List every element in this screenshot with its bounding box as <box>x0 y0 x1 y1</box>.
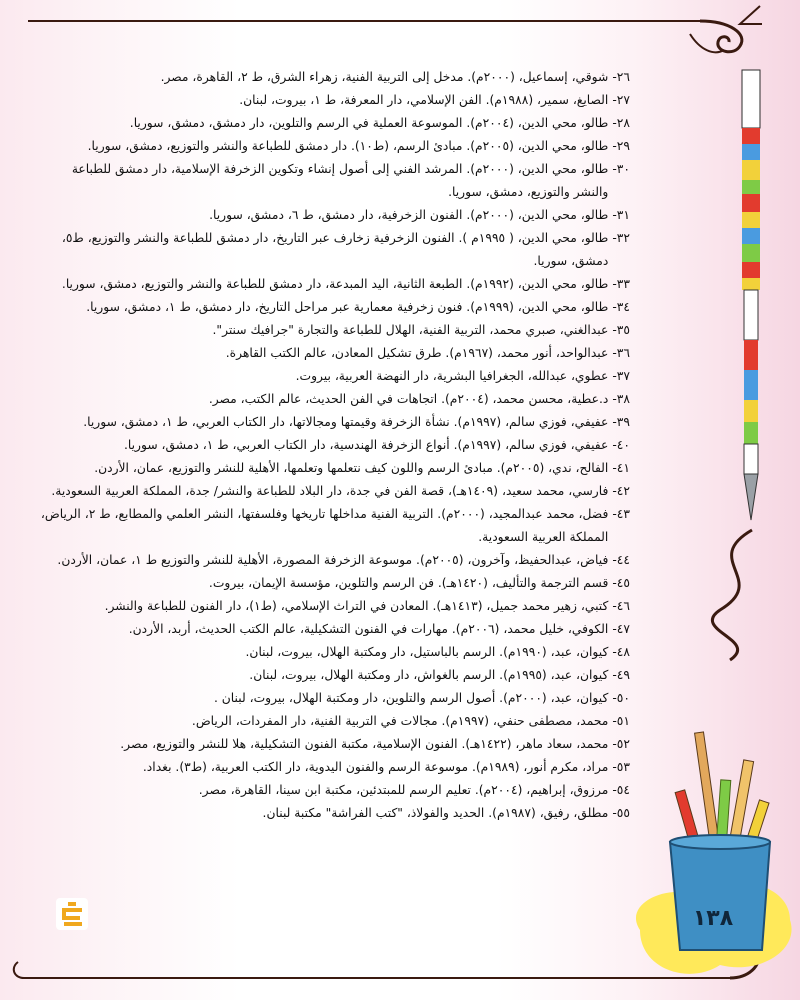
reference-item <box>40 710 630 733</box>
reference-text: محمد، مصطفى حنفي، (١٩٩٧م). مجالات في التربية الفنية، دار المفردات، الرياض. <box>191 714 609 728</box>
reference-text: د.عطية، محسن محمد، (٢٠٠٤م). اتجاهات في الفن الحديث، عالم الكتب، مصر. <box>208 392 609 406</box>
reference-text: الصايغ، سمير، (١٩٨٨م). الفن الإسلامي، دار المعرفة، ط ١، بيروت، لبنان. <box>239 93 609 107</box>
reference-number: ٤٥- <box>612 576 630 590</box>
reference-number: ٤٨- <box>612 645 630 659</box>
squiggle-ornament <box>712 530 752 660</box>
reference-number: ٢٦- <box>612 70 630 84</box>
reference-text: طالو، محي الدين، (١٩٩٢م). الطبعة الثانية، اليد المبدعة، دار دمشق للطباعة والنشر والتوزيع، دمشق، سوريا. <box>61 277 609 291</box>
reference-item <box>40 503 630 549</box>
reference-text: مراد، مكرم أنور، (١٩٨٩م). موسوعة الرسم والفنون اليدوية، دار الكتب العربية، (ط٣). بغداد. <box>142 760 609 774</box>
reference-number: ٣٧- <box>612 369 630 383</box>
reference-item <box>40 388 630 411</box>
reference-text: طالو، محي الدين، (١٩٩٩م). فنون زخرفية معمارية عبر مراحل التاريخ، دار دمشق، ط ١، دمشق، سوريا. <box>86 300 609 314</box>
reference-number: ٥٢- <box>612 737 630 751</box>
reference-number: ٥٠- <box>612 691 630 705</box>
reference-number: ٣٠- <box>612 162 630 176</box>
reference-number: ٣١- <box>612 208 630 222</box>
reference-number: ٥٣- <box>612 760 630 774</box>
reference-number: ٤٤- <box>612 553 630 567</box>
reference-item <box>40 273 630 296</box>
reference-list <box>40 66 630 825</box>
reference-text: عطوي، عبدالله، الجغرافيا البشرية، دار النهضة العربية، بيروت. <box>295 369 609 383</box>
reference-item <box>40 204 630 227</box>
reference-text: فياض، عبدالحفيظ، وآخرون، (٢٠٠٥م). موسوعة الزخرفة المصورة، الأهلية للنشر والتوزيع ط ١، عمان، الأردن. <box>57 553 609 567</box>
page-number: ١٣٨ <box>692 906 734 931</box>
reference-item <box>40 733 630 756</box>
reference-item <box>40 66 630 89</box>
reference-text: فارسي، محمد سعيد، (١٤٠٩هـ)، قصة الفن في جدة، دار البلاد للطباعة والنشر/ جدة، المملكة العربية السعودية. <box>51 484 609 498</box>
reference-number: ٣٢- <box>612 231 630 245</box>
reference-text: طالو، محي الدين، (٢٠٠٠م). المرشد الفني إلى أصول إنشاء وتكوين الزخرفة الإسلامية، دار دمشق للطباعة والنشر والتوزيع، دمشق، سوريا. <box>71 162 609 199</box>
reference-number: ٣٦- <box>612 346 630 360</box>
reference-item <box>40 112 630 135</box>
reference-item <box>40 595 630 618</box>
reference-item <box>40 618 630 641</box>
reference-number: ٤٦- <box>612 599 630 613</box>
reference-number: ٤٠- <box>612 438 630 452</box>
reference-item <box>40 457 630 480</box>
reference-item <box>40 802 630 825</box>
reference-text: عفيفي، فوزي سالم، (١٩٩٧م). نشأة الزخرفة وقيمتها ومجالاتها، دار الكتاب العربي، ط ١، دمشق، سوريا. <box>83 415 609 429</box>
reference-text: عبدالغني، صبري محمد، التربية الفنية، الهلال للطباعة والتجارة "جرافيك سنتر". <box>212 323 609 337</box>
pen-icon <box>742 70 760 520</box>
reference-number: ٤٧- <box>612 622 630 636</box>
reference-text: كيوان، عبد، (١٩٩٠م). الرسم بالباستيل، دار ومكتبة الهلال، بيروت، لبنان. <box>245 645 609 659</box>
reference-text: عبدالواحد، أنور محمد، (١٩٦٧م). طرق تشكيل المعادن، عالم الكتب القاهرة. <box>225 346 609 360</box>
logo-icon <box>54 896 90 932</box>
reference-number: ٥٥- <box>612 806 630 820</box>
reference-item <box>40 549 630 572</box>
reference-item <box>40 227 630 273</box>
reference-item <box>40 572 630 595</box>
reference-number: ٥١- <box>612 714 630 728</box>
reference-number: ٣٩- <box>612 415 630 429</box>
reference-text: قسم الترجمة والتأليف، (١٤٢٠هـ). فن الرسم والتلوين، مؤسسة الإيمان، بيروت. <box>208 576 609 590</box>
reference-text: محمد، سعاد ماهر، (١٤٢٢هـ). الفنون الإسلامية، مكتبة الفنون التشكيلية، هلا للنشر والتوزيع، مصر. <box>120 737 609 751</box>
reference-item <box>40 480 630 503</box>
reference-text: كيوان، عبد، (٢٠٠٠م). أصول الرسم والتلوين، دار ومكتبة الهلال، بيروت، لبنان . <box>213 691 609 705</box>
reference-number: ٢٧- <box>612 93 630 107</box>
reference-number: ٥٤- <box>612 783 630 797</box>
reference-item <box>40 687 630 710</box>
reference-number: ٣٤- <box>612 300 630 314</box>
reference-text: الفالح، ندي، (٢٠٠٥م). مبادئ الرسم واللون كيف نتعلمها وتعلمها، الأهلية للنشر والتوزيع، عمان، الأردن. <box>94 461 609 475</box>
reference-item <box>40 89 630 112</box>
reference-item <box>40 779 630 802</box>
reference-text: طالو، محي الدين، ( ١٩٩٥م ). الفنون الزخرفية زخارف عبر التاريخ، دار دمشق للطباعة والنشر والتوزيع، ط٥، دمشق، سوريا. <box>61 231 609 268</box>
reference-number: ٤١- <box>612 461 630 475</box>
reference-number: ٢٩- <box>612 139 630 153</box>
reference-item <box>40 756 630 779</box>
reference-text: طالو، محي الدين، (٢٠٠٤م). الموسوعة العملية في الرسم والتلوين، دار دمشق، دمشق، سوريا. <box>129 116 609 130</box>
reference-number: ٣٣- <box>612 277 630 291</box>
reference-number: ٣٥- <box>612 323 630 337</box>
reference-text: مطلق، رفيق، (١٩٨٧م). الحديد والفولاذ، "كتب الفراشة" مكتبة لبنان. <box>262 806 609 820</box>
reference-number: ٤٩- <box>612 668 630 682</box>
reference-item <box>40 296 630 319</box>
reference-text: الكوفي، خليل محمد، (٢٠٠٦م). مهارات في الفنون التشكيلية، عالم الكتب الحديث، أربد، الأردن. <box>128 622 609 636</box>
reference-number: ٣٨- <box>612 392 630 406</box>
reference-text: كتبي، زهير محمد جميل، (١٤١٣هـ). المعادن في التراث الإسلامي، (ط١)، دار الفنون للطباعة والنشر. <box>104 599 609 613</box>
reference-item <box>40 342 630 365</box>
top-frame-ornament <box>28 6 762 52</box>
reference-number: ٤٣- <box>612 507 630 521</box>
reference-item <box>40 664 630 687</box>
reference-item <box>40 434 630 457</box>
reference-text: كيوان، عبد، (١٩٩٥م). الرسم بالغواش، دار ومكتبة الهلال، بيروت، لبنان. <box>249 668 609 682</box>
reference-text: طالو، محي الدين، (٢٠٠٠م). الفنون الزخرفية، دار دمشق، ط ٦، دمشق، سوريا. <box>209 208 609 222</box>
reference-item <box>40 158 630 204</box>
reference-number: ٤٢- <box>612 484 630 498</box>
reference-text: مرزوق، إبراهيم، (٢٠٠٤م). تعليم الرسم للمبتدئين، مكتبة ابن سينا، القاهرة، مصر. <box>198 783 609 797</box>
reference-text: عفيفي، فوزي سالم، (١٩٩٧م). أنواع الزخرفة الهندسية، دار الكتاب العربي، ط ١، دمشق، سوريا. <box>123 438 609 452</box>
reference-item <box>40 641 630 664</box>
reference-item <box>40 135 630 158</box>
reference-text: فضل، محمد عبدالمجيد، (٢٠٠٠م). التربية الفنية مداخلها تاريخها وفلسفتها، النشر العلمي والمطابع، ط ٢، الرياض، المملكة العربية السعودية. <box>40 507 609 544</box>
reference-text: طالو، محي الدين، (٢٠٠٥م). مبادئ الرسم، (ط١٠). دار دمشق للطباعة والنشر والتوزيع، دمشق، سوريا. <box>87 139 609 153</box>
reference-item <box>40 411 630 434</box>
reference-text: شوقي، إسماعيل، (٢٠٠٠م). مدخل إلى التربية الفنية، زهراء الشرق، ط ٢، القاهرة، مصر. <box>160 70 609 84</box>
reference-item <box>40 319 630 342</box>
reference-number: ٢٨- <box>612 116 630 130</box>
reference-item <box>40 365 630 388</box>
